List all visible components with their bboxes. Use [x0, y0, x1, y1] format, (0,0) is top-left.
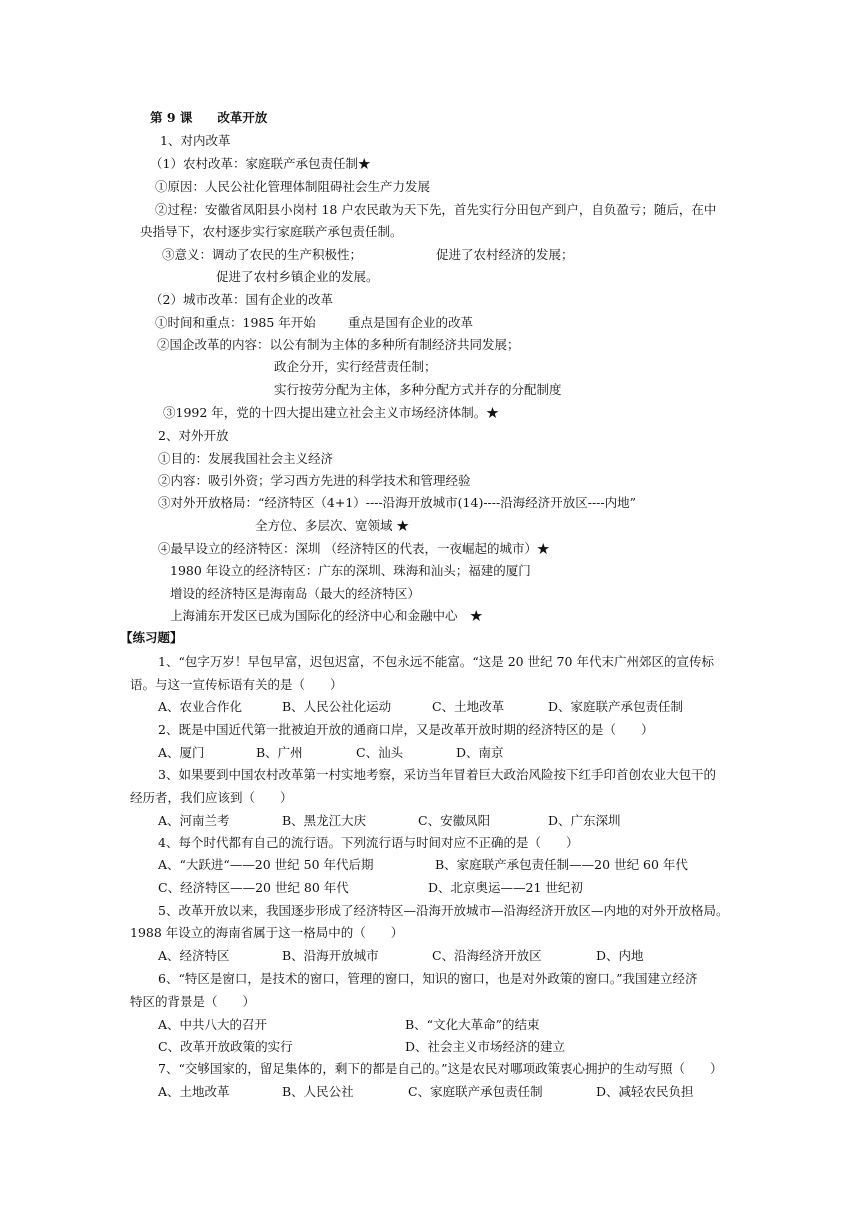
question-option: A、土地改革 [158, 1084, 230, 1099]
practice-header: 【练习题】 [120, 630, 183, 645]
question-stem: 特区的背景是（ ） [130, 994, 256, 1009]
note-line: 政企分开，实行经营责任制； [274, 359, 437, 374]
note-line: 促进了农村乡镇企业的发展。 [216, 269, 379, 284]
question-option: D、减轻农民负担 [596, 1084, 694, 1099]
note-line: （2）城市改革：国有企业的改革 [150, 292, 333, 307]
question-option: A、农业合作化 [158, 699, 243, 714]
question-option: A、“大跃进“——20 世纪 50 年代后期 [158, 857, 374, 872]
question-stem: 语。与这一宣传标语有关的是（ ） [130, 677, 343, 692]
question-stem: 6、“特区是窗口，是技术的窗口，管理的窗口，知识的窗口，也是对外政策的窗口。”我国建立经济 [158, 971, 698, 986]
question-stem: 2、既是中国近代第一批被迫开放的通商口岸，又是改革开放时期的经济特区的是（ ） [158, 722, 654, 737]
note-line: 促进了农村经济的发展； [436, 247, 574, 262]
question-option: C、安徽凤阳 [418, 813, 491, 828]
question-stem: 5、改革开放以来，我国逐步形成了经济特区—沿海开放城市—沿海经济开放区—内地的对外开放格局。 [158, 903, 729, 918]
question-option: C、汕头 [356, 745, 404, 760]
note-line: 央指导下，农村逐步实行家庭联产承包责任制。 [140, 224, 403, 239]
note-line: ③1992 年，党的十四大提出建立社会主义市场经济体制。★ [163, 405, 499, 420]
note-line: ②过程：安徽省凤阳县小岗村 18 户农民敢为天下先，首先实行分田包产到户，自负盈亏；随后，在中 [155, 202, 717, 217]
question-option: D、南京 [456, 745, 504, 760]
question-stem: 1988 年设立的海南省属于这一格局中的（ ） [130, 925, 404, 940]
note-line: ②内容：吸引外资；学习西方先进的科学技术和管理经验 [158, 473, 471, 488]
note-line: 重点是国有企业的改革 [348, 315, 474, 330]
question-option: A、厦门 [158, 745, 205, 760]
question-option: C、家庭联产承包责任制 [408, 1084, 543, 1099]
question-option: B、黑龙江大庆 [282, 813, 367, 828]
question-stem: 7、“交够国家的，留足集体的，剩下的都是自己的。”这是农民对哪项政策衷心拥护的生动写照（ ） [158, 1061, 723, 1076]
question-option: C、改革开放政策的实行 [158, 1039, 293, 1054]
question-option: A、河南兰考 [158, 813, 230, 828]
note-line: 上海浦东开发区已成为国际化的经济中心和金融中心 ★ [170, 608, 483, 623]
question-option: D、社会主义市场经济的建立 [405, 1039, 566, 1054]
note-line: ③对外开放格局：“经济特区（4+1）----沿海开放城市(14)----沿海经济开放区----内地” [158, 495, 637, 510]
question-option: B、广州 [256, 745, 303, 760]
question-option: C、土地改革 [432, 699, 505, 714]
note-line: 全方位、多层次、宽领域 ★ [255, 518, 409, 533]
lesson-title: 第 9 课 改革开放 [150, 110, 268, 125]
note-line: 2、对外开放 [158, 428, 229, 443]
question-option: A、经济特区 [158, 948, 230, 963]
note-line: ④最早设立的经济特区：深圳 （经济特区的代表，一夜崛起的城市）★ [158, 541, 550, 556]
question-stem: 经历者，我们应该到（ ） [130, 790, 293, 805]
note-line: ③意义：调动了农民的生产积极性； [162, 247, 363, 262]
question-option: B、人民公社化运动 [282, 699, 392, 714]
note-line: ①目的：发展我国社会主义经济 [158, 451, 334, 466]
question-stem: 3、如果要到中国农村改革第一村实地考察，采访当年冒着巨大政治风险按下红手印首创农业大包干的 [158, 767, 716, 782]
question-option: D、内地 [596, 948, 644, 963]
question-option: B、沿海开放城市 [282, 948, 379, 963]
question-option: C、经济特区——20 世纪 80 年代 [158, 880, 349, 895]
question-option: B、家庭联产承包责任制——20 世纪 60 年代 [435, 857, 688, 872]
note-line: ①原因：人民公社化管理体制阻碍社会生产力发展 [155, 179, 431, 194]
note-line: 1、对内改革 [160, 133, 231, 148]
question-option: B、人民公社 [282, 1084, 354, 1099]
question-option: B、“文化大革命”的结束 [405, 1017, 540, 1032]
note-line: 增设的经济特区是海南岛（最大的经济特区） [170, 586, 421, 601]
note-line: （1）农村改革：家庭联产承包责任制★ [150, 156, 371, 171]
question-option: A、中共八大的召开 [158, 1017, 268, 1032]
question-option: D、家庭联产承包责任制 [548, 699, 684, 714]
note-line: ①时间和重点：1985 年开始 [155, 315, 316, 330]
question-option: D、广东深圳 [548, 813, 621, 828]
question-option: D、北京奥运——21 世纪初 [428, 880, 583, 895]
note-line: ②国企改革的内容：以公有制为主体的多种所有制经济共同发展； [157, 337, 520, 352]
question-stem: 1、“包字万岁！早包早富，迟包迟富，不包永远不能富。“这是 20 世纪 70 年代末广州郊区的宣传标 [158, 654, 714, 669]
question-option: C、沿海经济开放区 [432, 948, 542, 963]
note-line: 实行按劳分配为主体，多种分配方式并存的分配制度 [274, 382, 562, 397]
question-stem: 4、每个时代都有自己的流行语。下列流行语与时间对应不正确的是（ ） [158, 835, 579, 850]
note-line: 1980 年设立的经济特区：广东的深圳、珠海和汕头；福建的厦门 [170, 563, 531, 578]
